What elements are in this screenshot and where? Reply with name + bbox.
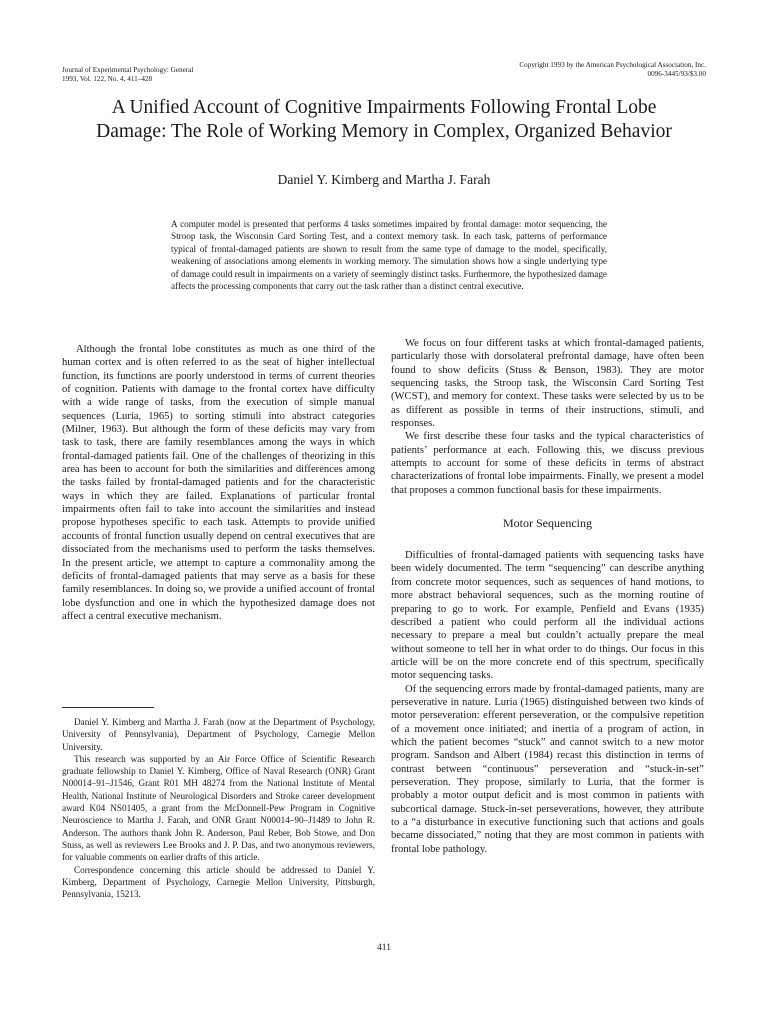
footnote-funding: This research was supported by an Air Force Office of Scientific Research graduate fellowship to Daniel Y. Kimberg, Office of Naval Research (ONR) Grant N00014–91–J1546, Grant R01 MH 48274 from the National Institute of Mental Health, National Institute of Neurological Disorders and Stroke career development award K04 NS01405, a grant from the McDonnell-Pew Program in Cognitive Neuroscience to Martha J. Farah, and ONR Grant N00014–90–J1489 to John R. Anderson. The authors thank John R. Anderson, Paul Reber, Bob Stowe, and Don Stuss, as well as reviewers Lee Brooks and J. P. Das, and two anonymous reviewers, for valuable comments on earlier drafts of this article.	[62, 753, 375, 863]
intro-paragraph-2: We focus on four different tasks at which frontal-damaged patients, particularly those with dorsolateral prefrontal damage, have often been found to show deficits (Stuss & Benson, 1983). They are motor sequencing tasks, the Stroop task, the Wisconsin Card Sorting Test (WCST), and memory for context. These tasks were selected by us to be as different as possible in terms of their instructions, stimuli, and responses.	[391, 338, 704, 430]
journal-citation	[62, 66, 193, 83]
copyright-text: Copyright 1993 by the American Psychological Association, Inc.	[519, 61, 706, 69]
intro-paragraph-1: Although the frontal lobe constitutes as much as one third of the human cortex and is often referred to as the seat of higher intellectual function, its functions are poorly understood in terms of current theories of cognition. Patients with damage to the frontal cortex have difficulty with a wide range of tasks, from the execution of simple manual sequences (Luria, 1965) to sorting stimuli into abstract categories (Milner, 1963). But although the form of these deficits may vary from task to task, there are family resemblances among the ways in which frontal-damaged patients fail. One of the challenges of theorizing in this area has been to account for both the similarities and differences among the tasks failed by frontal-damaged patients and for the characteristic ways in which they are failed. Explanations of particular frontal impairments often fail to take into account the similarities and instead propose hypotheses specific to each task. Attempts to provide unified accounts of frontal function usually depend on central executives that are dissociated from the mechanisms used to perform the tasks themselves. In the present article, we attempt to capture a commonality among the deficits of frontal-damaged patients that may serve as a basis for these family resemblances. In doing so, we provide a unified account of frontal lobe dysfunction and one in which the hypothesized damage does not affect a central executive mechanism.	[62, 344, 375, 622]
author-footnotes	[62, 716, 375, 900]
issn-code: 0096-3445/93/$3.00	[647, 69, 706, 78]
abstract: A computer model is presented that performs 4 tasks sometimes impaired by frontal damage: motor sequencing, the Stroop task, the Wisconsin Card Sorting Test, and a context memory task. In each task, patterns of performance typical of frontal-damaged patients are shown to result from the same type of damage to the model, specifically, weakening of associations among elements in working memory. The simulation shows how a single underlying type of damage could result in impairments on a variety of seemingly distinct tasks. Furthermore, the hypothesized damage affects the processing components that carry out the task rather than a distinct central executive.	[171, 219, 607, 292]
footnote-divider	[62, 707, 154, 708]
copyright-notice	[519, 61, 706, 78]
motor-paragraph-2: Of the sequencing errors made by frontal-damaged patients, many are perseverative in nature. Luria (1965) distinguished between two kinds of motor perseveration: efferent perseveration, or the compulsive repetition of a movement once initiated; and inertia of a program of action, in which the patient becomes “stuck” and cannot switch to a new motor program. Sandson and Albert (1984) recast this distinction in terms of contrast between “continuous” perseveration and “stuck-in-set” perseveration. They propose, similarly to Luria, that the former is probably a motor output deficit and is most common in patients with subcortical damage. Stuck-in-set perseverations, however, they attribute to a “a disturbance in executive functioning such that actions and goals became dissociated,” noting that they are most common in patients with frontal lobe pathology.	[391, 683, 704, 855]
intro-paragraph-3: We first describe these four tasks and the typical characteristics of patients’ performance at each. Following this, we discuss previous attempts to account for some of these deficits in terms of abstract characterizations of frontal lobe impairments. Finally, we present a model that proposes a common functional basis for these impairments.	[391, 431, 704, 496]
title-line-2: Damage: The Role of Working Memory in Complex, Organized Behavior	[96, 121, 672, 142]
footnote-correspondence: Correspondence concerning this article should be addressed to Daniel Y. Kimberg, Department of Psychology, Carnegie Mellon University, Pittsburgh, Pennsylvania, 15213.	[62, 864, 375, 900]
right-column	[391, 337, 704, 856]
footnote-affiliation: Daniel Y. Kimberg and Martha J. Farah (now at the Department of Psychology, University of Pennsylvania), Department of Psychology, Carnegie Mellon University.	[62, 717, 375, 752]
journal-name: Journal of Experimental Psychology: General	[62, 66, 194, 74]
page-number: 411	[377, 943, 391, 953]
motor-paragraph-1: Difficulties of frontal-damaged patients with sequencing tasks have been widely documented. The term “sequencing” can describe anything from concrete motor sequences, such as sequences of hand motions, to more abstract behavioral sequences, such as the morning routine of preparing to go to work. For example, Penfield and Evans (1935) described a patient who could perform all the individual actions necessary to prepare a meal but couldn’t actually prepare the meal without someone to tell her in what order to do things. Our focus in this article will be on the more concrete end of this spectrum, specifically motor sequencing tasks.	[391, 550, 704, 682]
author-list: Daniel Y. Kimberg and Martha J. Farah	[277, 172, 491, 187]
journal-volume: 1993, Vol. 122, No. 4, 411–428	[62, 74, 153, 83]
title-line-1: A Unified Account of Cognitive Impairments Following Frontal Lobe	[111, 97, 657, 118]
article-title	[40, 96, 728, 144]
section-heading-motor-sequencing: Motor Sequencing	[503, 516, 592, 531]
left-column	[62, 343, 375, 623]
